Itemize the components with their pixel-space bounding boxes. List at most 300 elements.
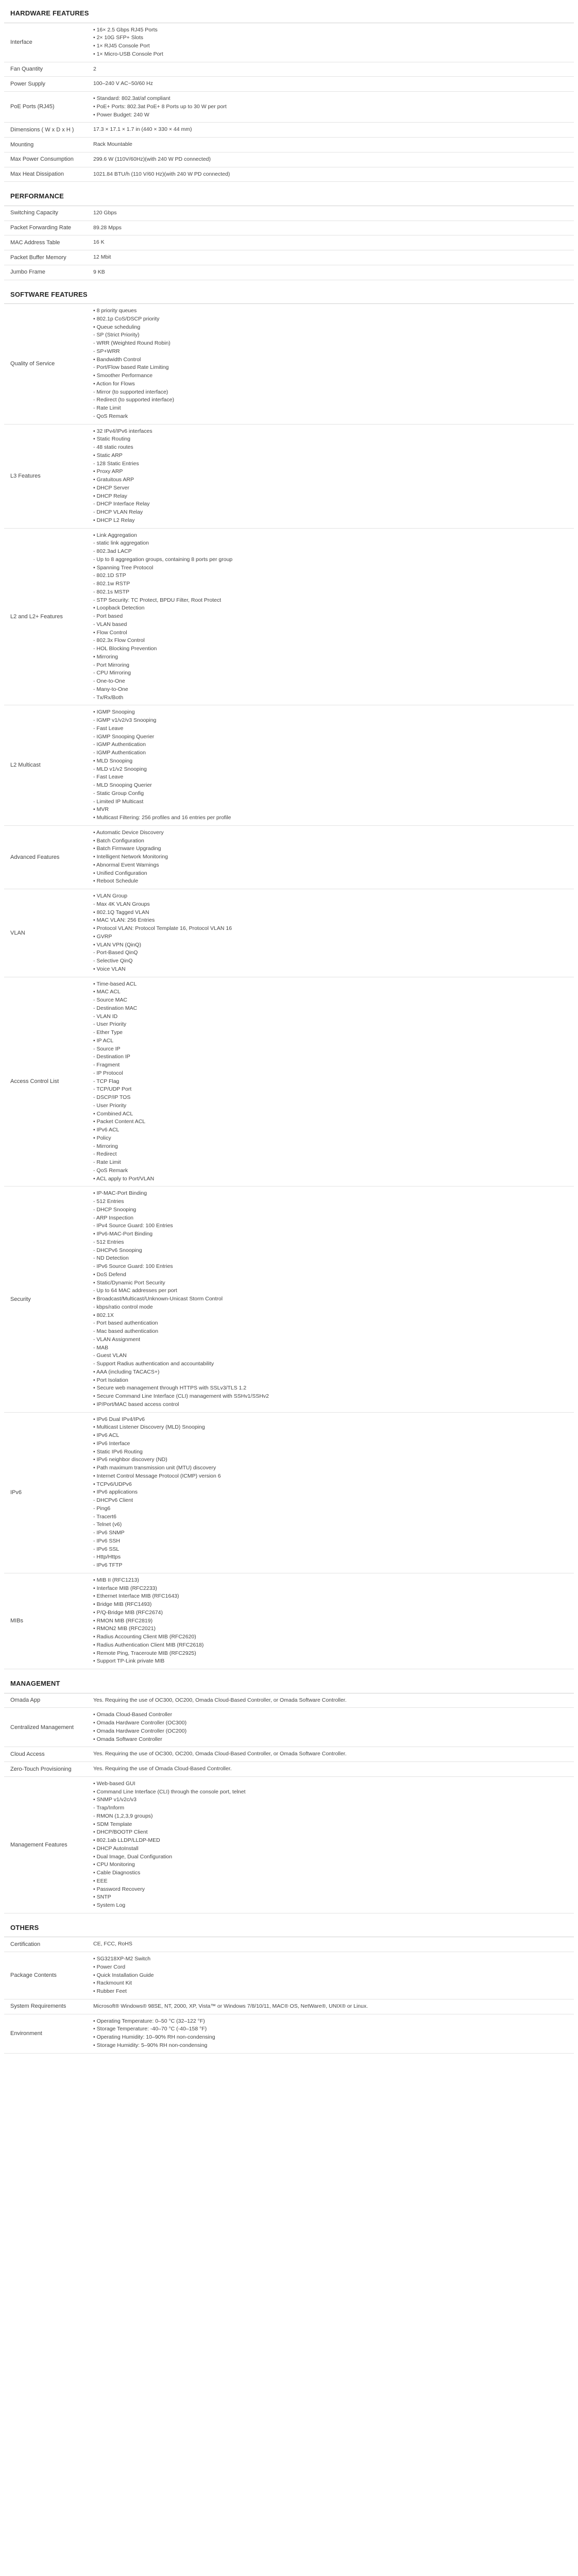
spec-value-line: • 2× 10G SFP+ Slots xyxy=(93,35,144,41)
spec-row-ipv6 xyxy=(4,1413,574,1573)
spec-value-line: - 512 Entries xyxy=(93,1239,124,1245)
spec-value-line: - static link aggregation xyxy=(93,540,149,547)
section-performance xyxy=(4,188,574,280)
spec-value-line: - IGMP Authentication xyxy=(93,741,146,748)
spec-value-line: • Batch Firmware Upgrading xyxy=(93,845,161,852)
spec-value-line: - Up to 8 aggregation groups, containing 8 ports per group xyxy=(93,556,233,563)
spec-value-line: - kbps/ratio control mode xyxy=(93,1303,153,1310)
spec-value-line: • 32 IPv4/IPv6 interfaces xyxy=(93,428,152,434)
spec-value-line: Yes. Requiring the use of Omada Cloud-Based Controller. xyxy=(93,1766,232,1772)
section-title: OTHERS xyxy=(4,1920,574,1938)
spec-label: Interface xyxy=(10,39,32,45)
spec-value-line: - ND Detection xyxy=(93,1255,129,1262)
spec-value-line: 299.6 W (110V/60Hz)(with 240 W PD connected) xyxy=(93,156,211,162)
spec-row-packet-forwarding-rate xyxy=(4,221,574,236)
spec-value-line: • Support TP-Link private MIB xyxy=(93,1658,165,1665)
spec-value xyxy=(89,977,574,1187)
spec-value xyxy=(89,92,574,122)
section-title: SOFTWARE FEATURES xyxy=(4,286,574,304)
spec-value-line: • IGMP Snooping xyxy=(93,709,135,716)
spec-value-line: • IPv6 applications xyxy=(93,1489,138,1496)
spec-value-line: - Rate Limit xyxy=(93,1159,121,1165)
spec-label: Mounting xyxy=(10,141,34,148)
spec-value-line: • IPv6 ACL xyxy=(93,1432,120,1438)
spec-value-line: • Flow Control xyxy=(93,629,127,636)
spec-value-line: • Storage Humidity: 5–90% RH non-condensing xyxy=(93,2042,208,2048)
section-others xyxy=(4,1920,574,2054)
spec-value-line: - IPv6 SSH xyxy=(93,1537,120,1544)
spec-value-line: - Port/Flow based Rate Limiting xyxy=(93,364,169,371)
spec-value-line: - IPv4 Source Guard: 100 Entries xyxy=(93,1223,173,1229)
spec-value xyxy=(89,705,574,825)
spec-page xyxy=(0,5,578,2069)
spec-label: Zero-Touch Provisioning xyxy=(10,1766,72,1772)
spec-value-line: • Operating Temperature: 0–50 °C (32–122 °F) xyxy=(93,2018,205,2024)
spec-value-line: 89.28 Mpps xyxy=(93,224,122,231)
spec-value xyxy=(89,1413,574,1573)
spec-value-line: • Bandwidth Control xyxy=(93,356,141,363)
spec-row-quality-of-service xyxy=(4,304,574,425)
spec-label: L2 Multicast xyxy=(10,762,41,769)
spec-value-line: - IGMP Snooping Querier xyxy=(93,733,155,740)
spec-value-line: • SNTP xyxy=(93,1894,111,1901)
spec-value-line: • Time-based ACL xyxy=(93,980,137,987)
spec-value-line: • Quick Installation Guide xyxy=(93,1972,154,1978)
spec-value-line: • Combined ACL xyxy=(93,1110,133,1117)
spec-value-line: - Source IP xyxy=(93,1045,121,1052)
section-software-features xyxy=(4,286,574,1670)
spec-value-line: - DHCPv6 Snooping xyxy=(93,1247,142,1253)
spec-value-line: • Remote Ping, Traceroute MIB (RFC2925) xyxy=(93,1650,196,1656)
spec-row-power-supply xyxy=(4,77,574,92)
spec-value-line: Microsoft® Windows® 98SE, NT, 2000, XP, Vista™ or Windows 7/8/10/11, MAC® OS, NetWare®, UNIX® or Linux. xyxy=(93,2003,368,2009)
spec-value-line: • Action for Flows xyxy=(93,380,135,387)
spec-value-line: • Intelligent Network Monitoring xyxy=(93,854,168,860)
spec-value-line: - QoS Remark xyxy=(93,1167,128,1174)
section-title: MANAGEMENT xyxy=(4,1675,574,1693)
spec-value-line: - DHCP VLAN Relay xyxy=(93,509,143,515)
spec-value-line: • Internet Control Message Protocol (ICMP) version 6 xyxy=(93,1472,221,1479)
spec-row-fan-quantity xyxy=(4,62,574,77)
spec-value xyxy=(89,123,574,137)
spec-label: Max Heat Dissipation xyxy=(10,171,64,178)
spec-value-line: • Multicast Listener Discovery (MLD) Snooping xyxy=(93,1424,205,1431)
spec-value-line: • MAC ACL xyxy=(93,989,121,995)
spec-value-line: • IPv6 neighbor discovery (ND) xyxy=(93,1456,167,1463)
spec-value-line: • Smoother Performance xyxy=(93,372,153,379)
spec-value-line: - Many-to-One xyxy=(93,686,128,692)
spec-value-line: - IPv6 SNMP xyxy=(93,1530,125,1536)
spec-row-management-features xyxy=(4,1777,574,1913)
spec-value xyxy=(89,889,574,977)
spec-value-line: - IPv6 SSL xyxy=(93,1546,120,1552)
spec-value-line: • 802.1ab LLDP/LLDP-MED xyxy=(93,1837,160,1843)
spec-value-line: - SP (Strict Priority) xyxy=(93,332,140,338)
spec-value-line: • Omada Software Controller xyxy=(93,1736,162,1742)
spec-row-mac-address-table xyxy=(4,235,574,250)
spec-value-line: • MAC VLAN: 256 Entries xyxy=(93,917,155,924)
spec-value-line: • Rackmount Kit xyxy=(93,1980,132,1987)
spec-value-line: • PoE+ Ports: 802.3at PoE+ 8 Ports up to 30 W per port xyxy=(93,103,227,110)
spec-value-line: • Radius Accounting Client MIB (RFC2620) xyxy=(93,1634,196,1640)
spec-value xyxy=(89,62,574,77)
spec-value-line: - Mirror (to supported interface) xyxy=(93,388,168,395)
spec-value-line: - Trap/Inform xyxy=(93,1805,125,1811)
spec-value-line: - DHCP Snooping xyxy=(93,1206,137,1213)
spec-value-line: • RMON MIB (RFC2819) xyxy=(93,1617,153,1624)
spec-value-line: - 802.1s MSTP xyxy=(93,588,130,595)
spec-value-line: - Destination MAC xyxy=(93,1005,138,1011)
section-hardware-features xyxy=(4,5,574,182)
spec-value xyxy=(89,265,574,280)
spec-value-line: - 802.1w RSTP xyxy=(93,581,130,587)
section-title: PERFORMANCE xyxy=(4,188,574,206)
spec-value xyxy=(89,1999,574,2014)
spec-value xyxy=(89,221,574,235)
spec-value-line: • 802.1X xyxy=(93,1312,114,1318)
spec-value-line: • Static IPv6 Routing xyxy=(93,1448,143,1455)
spec-value-line: • RMON2 MIB (RFC2021) xyxy=(93,1625,156,1632)
spec-label: Power Supply xyxy=(10,80,45,87)
spec-value-line: • Operating Humidity: 10–90% RH non-condensing xyxy=(93,2034,215,2040)
spec-value-line: Yes. Requiring the use of OC300, OC200, Omada Cloud-Based Controller, or Omada Software Controller. xyxy=(93,1751,347,1757)
spec-value xyxy=(89,1708,574,1747)
spec-value-line: - Fast Leave xyxy=(93,725,124,732)
spec-value-line: • IP ACL xyxy=(93,1037,114,1044)
spec-label: Advanced Features xyxy=(10,854,60,860)
spec-value-line: • Omada Cloud-Based Controller xyxy=(93,1711,173,1718)
spec-label: Access Control List xyxy=(10,1078,59,1085)
spec-value-line: • Automatic Device Discovery xyxy=(93,829,164,836)
spec-label: Package Contents xyxy=(10,1972,57,1979)
spec-value-line: • Cable Diagnostics xyxy=(93,1870,141,1876)
spec-value-line: • DHCP L2 Relay xyxy=(93,517,135,523)
spec-value-line: - STP Security: TC Protect, BPDU Filter, Root Protect xyxy=(93,597,222,603)
spec-row-poe-ports-rj45 xyxy=(4,92,574,123)
spec-value-line: - DSCP/IP TOS xyxy=(93,1094,131,1100)
spec-value-line: - 802.3x Flow Control xyxy=(93,637,145,644)
spec-label: MIBs xyxy=(10,1618,24,1624)
spec-value-line: • GVRP xyxy=(93,933,112,940)
spec-value-line: - TCP/UDP Port xyxy=(93,1086,132,1093)
spec-value xyxy=(89,1937,574,1952)
spec-value-line: - Static Group Config xyxy=(93,790,144,796)
spec-row-packet-buffer-memory xyxy=(4,250,574,265)
spec-value-line: • CPU Monitoring xyxy=(93,1861,135,1868)
spec-value-line: - MAB xyxy=(93,1344,109,1351)
spec-label: Cloud Access xyxy=(10,1751,45,1757)
spec-value-line: • Power Cord xyxy=(93,1963,126,1970)
spec-value-line: - Ping6 xyxy=(93,1505,111,1512)
spec-value-line: • Storage Temperature: -40–70 °C (-40–158 °F) xyxy=(93,2026,207,2032)
spec-value-line: • Link Aggregation xyxy=(93,532,137,538)
spec-row-security xyxy=(4,1187,574,1412)
spec-value-line: - IGMP Authentication xyxy=(93,750,146,756)
spec-row-system-requirements xyxy=(4,1999,574,2014)
spec-row-max-heat-dissipation xyxy=(4,167,574,182)
spec-value-line: • IPv6 ACL xyxy=(93,1127,120,1133)
spec-value-line: - Redirect (to supported interface) xyxy=(93,397,174,403)
spec-label: Environment xyxy=(10,2030,42,2037)
spec-value-line: - WRR (Weighted Round Robin) xyxy=(93,340,171,346)
spec-value-line: • Spanning Tree Protocol xyxy=(93,564,154,571)
spec-value-line: • SDM Template xyxy=(93,1821,132,1827)
spec-row-dimensions-w-x-d-x-h xyxy=(4,123,574,138)
spec-value-line: - DHCP Interface Relay xyxy=(93,501,150,507)
spec-value-line: - Port-Based QinQ xyxy=(93,950,138,956)
spec-row-omada-app xyxy=(4,1693,574,1708)
spec-value-line: - ARP Inspection xyxy=(93,1214,134,1221)
spec-value-line: • Secure web management through HTTPS with SSLv3/TLS 1.2 xyxy=(93,1385,247,1392)
spec-value-line: • Proxy ARP xyxy=(93,468,123,475)
spec-value-line: • Broadcast/Multicast/Unknown-Unicast Storm Control xyxy=(93,1296,223,1302)
spec-value-line: • Port Isolation xyxy=(93,1377,128,1383)
spec-value-line: • Voice VLAN xyxy=(93,965,126,972)
spec-value-line: • AAA (including TACACS+) xyxy=(93,1368,160,1375)
spec-value-line: CE, FCC, RoHS xyxy=(93,1941,132,1947)
spec-value-line: - Port Mirroring xyxy=(93,662,130,668)
spec-value-line: - MLD v1/v2 Snooping xyxy=(93,766,147,772)
spec-row-switching-capacity xyxy=(4,206,574,221)
spec-label: L3 Features xyxy=(10,472,41,479)
spec-value-line: 100–240 V AC~50/60 Hz xyxy=(93,80,153,87)
spec-row-zero-touch-provisioning xyxy=(4,1762,574,1777)
spec-value-line: • Secure Command Line Interface (CLI) management with SSHv1/SSHv2 xyxy=(93,1393,269,1399)
spec-value xyxy=(89,1693,574,1708)
spec-value-line: - SP+WRR xyxy=(93,348,120,354)
spec-value-line: • Path maximum transmission unit (MTU) discovery xyxy=(93,1465,216,1471)
spec-value xyxy=(89,235,574,250)
spec-value xyxy=(89,250,574,265)
spec-value-line: • Rubber Feet xyxy=(93,1988,127,1994)
spec-value xyxy=(89,206,574,221)
spec-value-line: - Port based authentication xyxy=(93,1320,158,1327)
spec-value-line: • 802.1Q Tagged VLAN xyxy=(93,909,149,916)
spec-value xyxy=(89,529,574,705)
spec-value-line: 1021.84 BTU/h (110 V/60 Hz)(with 240 W PD connected) xyxy=(93,171,230,177)
spec-value-line: - 128 Static Entries xyxy=(93,460,139,467)
spec-value-line: • DHCP Server xyxy=(93,484,129,491)
spec-label: PoE Ports (RJ45) xyxy=(10,104,55,110)
spec-label: L2 and L2+ Features xyxy=(10,613,63,620)
spec-value-line: - Mirroring xyxy=(93,1143,118,1149)
spec-value xyxy=(89,304,574,424)
spec-label: Security xyxy=(10,1296,31,1302)
spec-value-line: • Bridge MIB (RFC1493) xyxy=(93,1601,152,1607)
spec-value-line: - Telnet (v6) xyxy=(93,1521,122,1528)
spec-label: Centralized Management xyxy=(10,1724,74,1731)
spec-value-line: 12 Mbit xyxy=(93,254,111,260)
spec-value-line: • Web-based GUI xyxy=(93,1780,135,1787)
spec-value xyxy=(89,826,574,889)
spec-label: Packet Forwarding Rate xyxy=(10,225,71,231)
spec-row-l2-multicast xyxy=(4,705,574,826)
spec-value-line: - HOL Blocking Prevention xyxy=(93,646,157,652)
spec-value-line: • 802.1p CoS/DSCP priority xyxy=(93,315,160,322)
spec-value-line: • IPv6-MAC-Port Binding xyxy=(93,1231,153,1237)
spec-value-line: • Ethernet Interface MIB (RFC1643) xyxy=(93,1593,179,1600)
spec-value-line: • Unified Configuration xyxy=(93,870,147,876)
spec-value-line: • 16× 2.5 Gbps RJ45 Ports xyxy=(93,26,158,33)
spec-value-line: • SG3218XP-M2 Switch xyxy=(93,1956,151,1962)
spec-value-line: - Support Radius authentication and accountability xyxy=(93,1361,214,1367)
spec-value-line: • IP/Port/MAC based access control xyxy=(93,1401,179,1408)
spec-value-line: • EEE xyxy=(93,1877,108,1884)
spec-value-line: • Batch Configuration xyxy=(93,837,144,844)
spec-value xyxy=(89,2014,574,2053)
spec-value-line: 17.3 × 17.1 × 1.7 in (440 × 330 × 44 mm) xyxy=(93,126,192,133)
spec-value-line: • Omada Hardware Controller (OC300) xyxy=(93,1720,187,1726)
spec-row-mounting xyxy=(4,138,574,152)
spec-value-line: • Packet Content ACL xyxy=(93,1118,146,1125)
spec-value xyxy=(89,1952,574,1999)
spec-value-line: • VLAN VPN (QinQ) xyxy=(93,941,141,948)
spec-label: Fan Quantity xyxy=(10,66,43,73)
spec-label: Max Power Consumption xyxy=(10,156,74,163)
spec-value-line: - User Priority xyxy=(93,1102,127,1109)
spec-value-line: 9 KB xyxy=(93,268,105,275)
spec-row-access-control-list xyxy=(4,977,574,1187)
spec-value-line: • Multicast Filtering: 256 profiles and 16 entries per profile xyxy=(93,815,231,821)
spec-label: Dimensions ( W x D x H ) xyxy=(10,126,74,133)
spec-value-line: - 802.1D STP xyxy=(93,572,126,579)
spec-value-line: • Loopback Detection xyxy=(93,605,145,612)
spec-value xyxy=(89,1777,574,1913)
spec-value xyxy=(89,1762,574,1776)
spec-value-line: - Destination IP xyxy=(93,1054,130,1060)
spec-value-line: - Tracert6 xyxy=(93,1513,116,1520)
spec-value-line: 120 Gbps xyxy=(93,209,117,216)
spec-row-cloud-access xyxy=(4,1747,574,1762)
spec-row-vlan xyxy=(4,889,574,977)
spec-value-line: • MVR xyxy=(93,806,109,813)
spec-value-line: - Fragment xyxy=(93,1062,120,1068)
spec-value-line: - Limited IP Multicast xyxy=(93,798,144,805)
spec-value-line: - Max 4K VLAN Groups xyxy=(93,901,150,907)
spec-label: Packet Buffer Memory xyxy=(10,254,66,261)
spec-row-max-power-consumption xyxy=(4,152,574,167)
spec-value-line: - Redirect xyxy=(93,1151,117,1158)
spec-value-line: - User Priority xyxy=(93,1021,127,1028)
section-title: HARDWARE FEATURES xyxy=(4,5,574,23)
spec-value-line: • DHCP/BOOTP Client xyxy=(93,1829,148,1836)
spec-value-line: • TCPv6/UDPv6 xyxy=(93,1481,132,1487)
spec-value-line: - 48 static routes xyxy=(93,444,133,450)
spec-row-l3-features xyxy=(4,425,574,529)
spec-label: Management Features xyxy=(10,1841,67,1848)
spec-value-line: • Radius Authentication Client MIB (RFC2618) xyxy=(93,1641,204,1648)
section-management xyxy=(4,1675,574,1913)
spec-value-line: 2 xyxy=(93,65,96,72)
spec-label: System Requirements xyxy=(10,2003,66,2010)
spec-label: Omada App xyxy=(10,1697,41,1704)
spec-value-line: Rack Mountable xyxy=(93,141,132,147)
spec-label: Switching Capacity xyxy=(10,210,58,216)
spec-value-line: • Static/Dynamic Port Security xyxy=(93,1279,165,1286)
spec-value xyxy=(89,152,574,167)
spec-value-line: - IGMP v1/v2/v3 Snooping xyxy=(93,717,157,723)
spec-value-line: • Static Routing xyxy=(93,436,130,443)
spec-value-line: - IPv6 TFTP xyxy=(93,1562,123,1568)
spec-value-line: - VLAN based xyxy=(93,621,127,628)
spec-row-jumbo-frame xyxy=(4,265,574,280)
spec-value-line: • Reboot Schedule xyxy=(93,878,139,885)
spec-row-l2-and-l2-features xyxy=(4,529,574,706)
spec-value-line: • Abnormal Event Warnings xyxy=(93,861,159,868)
spec-value-line: • Interface MIB (RFC2233) xyxy=(93,1585,157,1591)
spec-row-advanced-features xyxy=(4,826,574,889)
spec-value-line: - Source MAC xyxy=(93,997,127,1003)
spec-value-line: - Http/Https xyxy=(93,1554,121,1561)
spec-value xyxy=(89,138,574,152)
spec-value-line: • SNMP v1/v2c/v3 xyxy=(93,1797,137,1803)
spec-value xyxy=(89,1187,574,1412)
spec-value-line: - VLAN Assignment xyxy=(93,1336,141,1343)
spec-value-line: • DHCP AutoInstall xyxy=(93,1845,139,1852)
spec-value-line: - Rate Limit xyxy=(93,405,121,411)
spec-value-line: - QoS Remark xyxy=(93,413,128,419)
spec-row-package-contents xyxy=(4,1952,574,1999)
spec-value-line: • 1× RJ45 Console Port xyxy=(93,43,150,49)
spec-value-line: • VLAN Group xyxy=(93,893,128,899)
spec-value-line: - IP Protocol xyxy=(93,1070,123,1076)
spec-value-line: - Up to 64 MAC addresses per port xyxy=(93,1287,177,1294)
spec-value-line: - Selective QinQ xyxy=(93,958,133,964)
spec-value-line: - Port based xyxy=(93,613,123,619)
spec-value xyxy=(89,167,574,182)
spec-value-line: • Protocol VLAN: Protocol Template 16, Protocol VLAN 16 xyxy=(93,925,232,931)
spec-value-line: • IP-MAC-Port Binding xyxy=(93,1190,147,1197)
spec-value-line: • Queue scheduling xyxy=(93,324,141,330)
spec-value-line: • IPv6 Dual IPv4/IPv6 xyxy=(93,1416,145,1422)
spec-value-line: • 8 priority queues xyxy=(93,308,137,314)
spec-value-line: - 802.3ad LACP xyxy=(93,548,132,554)
spec-value-line: - MLD Snooping Querier xyxy=(93,782,152,788)
spec-value-line: - One-to-One xyxy=(93,678,125,684)
spec-value-line: - Guest VLAN xyxy=(93,1352,127,1359)
spec-value xyxy=(89,425,574,528)
spec-value-line: • Command Line Interface (CLI) through the console port, telnet xyxy=(93,1788,246,1795)
spec-value-line: - Fast Leave xyxy=(93,774,124,781)
spec-value-line: 16 K xyxy=(93,239,105,246)
spec-value-line: • DoS Defend xyxy=(93,1271,126,1278)
spec-value-line: - IPv6 Source Guard: 100 Entries xyxy=(93,1263,173,1269)
spec-label: Quality of Service xyxy=(10,361,55,367)
spec-value-line: - CPU Mirroring xyxy=(93,670,131,676)
spec-value-line: • Power Budget: 240 W xyxy=(93,111,149,118)
spec-value-line: - VLAN ID xyxy=(93,1013,118,1020)
spec-value-line: • System Log xyxy=(93,1902,126,1908)
spec-value xyxy=(89,77,574,91)
spec-value-line: • DHCP Relay xyxy=(93,493,127,499)
spec-value-line: • ACL apply to Port/VLAN xyxy=(93,1175,155,1182)
spec-row-environment xyxy=(4,2014,574,2054)
spec-label: Jumbo Frame xyxy=(10,269,45,276)
spec-value-line: - 512 Entries xyxy=(93,1198,124,1205)
spec-label: MAC Address Table xyxy=(10,239,60,246)
spec-value-line: - Mac based authentication xyxy=(93,1328,159,1334)
spec-value-line: • P/Q-Bridge MIB (RFC2674) xyxy=(93,1609,163,1616)
spec-value-line: - DHCPv6 Client xyxy=(93,1497,133,1503)
spec-value-line: - Tx/Rx/Both xyxy=(93,694,124,701)
spec-label: Certification xyxy=(10,1941,41,1947)
spec-value-line: • 1× Micro-USB Console Port xyxy=(93,50,163,57)
spec-value-line: • Standard: 802.3at/af compliant xyxy=(93,95,171,101)
spec-value xyxy=(89,23,574,62)
spec-value xyxy=(89,1747,574,1761)
spec-value-line: • MLD Snooping xyxy=(93,757,133,764)
spec-value-line: • Gratuitous ARP xyxy=(93,477,134,483)
